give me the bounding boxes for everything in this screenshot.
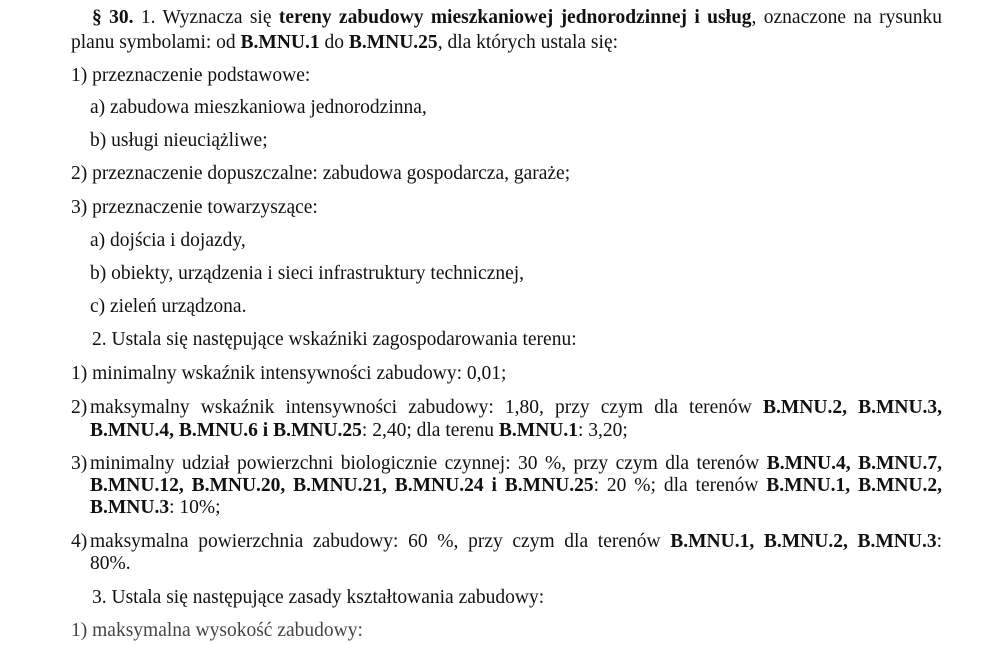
intro2-text-e: , dla których ustala się: <box>437 32 619 53</box>
indicator-4-bold1: B.MNU.1, B.MNU.2, B.MNU.3 <box>670 531 937 552</box>
indicator-2-line1 <box>90 396 942 420</box>
indicator-2-bold2: B.MNU.3, <box>858 397 943 418</box>
intro2-text-c: do <box>324 32 344 53</box>
indicator-2-text2: : 2,40; dla terenu <box>361 420 495 441</box>
indicator-4-line2: 80%. <box>90 553 131 574</box>
indicator-3-bold1: B.MNU.4, <box>766 453 851 474</box>
indicator-2-label: 2) <box>71 397 88 418</box>
indicator-3-bold4: B.MNU.25 <box>504 475 594 496</box>
intro-bold: tereny zabudowy mieszkaniowej jednorodzinnej i usług <box>278 7 752 28</box>
indicator-2-conj: i <box>262 420 269 441</box>
indicator-3-line1 <box>90 452 942 476</box>
intro2-text-a: planu symbolami: od <box>71 32 236 53</box>
indicator-3-label: 3) <box>71 453 88 474</box>
indicator-4-text: maksymalna powierzchnia zabudowy: 60 %, przy czym dla terenów <box>90 531 661 552</box>
intro2-bold-b: B.MNU.1 <box>240 32 320 53</box>
indicator-2-text: maksymalny wskaźnik intensywności zabudowy: 1,80, przy czym dla terenów <box>90 397 752 418</box>
purpose-item-2: 2) przeznaczenie dopuszczalne: zabudowa gospodarcza, garaże; <box>71 163 571 184</box>
intro-tail: , oznaczone na rysunku <box>751 7 943 28</box>
indicator-2-bold1: B.MNU.2, <box>763 397 847 418</box>
indicator-3-conj: i <box>491 475 497 496</box>
indicator-4-label: 4) <box>71 531 88 552</box>
indicator-2-text3: : 3,20; <box>578 420 628 441</box>
rule-1: 1) maksymalna wysokość zabudowy: <box>71 620 363 641</box>
purpose-item-1: 1) przeznaczenie podstawowe: <box>71 65 311 86</box>
indicator-1: 1) minimalny wskaźnik intensywności zabudowy: 0,01; <box>71 363 507 384</box>
indicators-heading: 2. Ustala się następujące wskaźniki zagospodarowania terenu: <box>92 329 577 350</box>
indicator-3-text3: : 10%; <box>169 497 221 518</box>
indicator-3-line2 <box>90 474 942 498</box>
section-intro-line1 <box>92 6 942 30</box>
purpose-item-3: 3) przeznaczenie towarzyszące: <box>71 197 318 218</box>
indicator-2-bold5: B.MNU.1 <box>498 420 578 441</box>
purpose-item-1b: b) usługi nieuciążliwe; <box>90 130 268 151</box>
intro-text: 1. Wyznacza się <box>140 7 272 28</box>
purpose-item-1a: a) zabudowa mieszkaniowa jednorodzinna, <box>90 97 427 118</box>
indicator-3-text: minimalny udział powierzchni biologicznie czynnej: 30 %, przy czym dla terenów <box>90 453 760 474</box>
rules-heading: 3. Ustala się następujące zasady kształtowania zabudowy: <box>92 587 545 608</box>
indicator-3-bold2: B.MNU.7, <box>858 453 943 474</box>
indicator-3-text2: : 20 %; dla terenów <box>593 475 759 496</box>
purpose-item-3a: a) dojścia i dojazdy, <box>90 230 246 251</box>
purpose-item-3c: c) zieleń urządzona. <box>90 296 247 317</box>
purpose-item-3b: b) obiekty, urządzenia i sieci infrastruktury technicznej, <box>90 263 525 284</box>
section-number: § 30. <box>92 7 134 28</box>
section-intro-line2 <box>71 31 618 55</box>
indicator-3-line3 <box>90 496 221 520</box>
indicator-2-bold3: B.MNU.4, B.MNU.6 <box>90 420 258 441</box>
indicator-3-bold6: B.MNU.3 <box>90 497 170 518</box>
indicator-2-bold4: B.MNU.25 <box>273 420 362 441</box>
indicator-3-bold3: B.MNU.12, B.MNU.20, B.MNU.21, B.MNU.24 <box>90 475 484 496</box>
intro2-bold-d: B.MNU.25 <box>348 32 438 53</box>
indicator-4-line1 <box>90 530 942 554</box>
indicator-2-line2 <box>90 419 628 443</box>
indicator-3-bold5: B.MNU.1, B.MNU.2, <box>766 475 943 496</box>
indicator-4-text2: : <box>936 531 942 552</box>
